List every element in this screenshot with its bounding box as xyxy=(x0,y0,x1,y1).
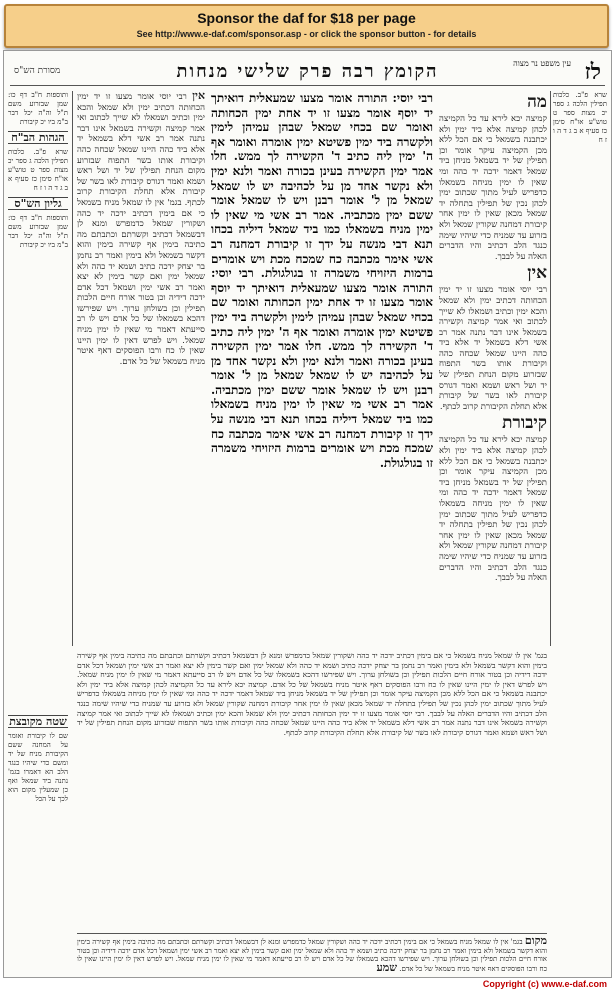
gilyon-text: ותוספות ח"ב דף כו: שמן שבזרוע משם ת"ל וה"ה יכל דבר ב"מ ביו יכ קיבורת xyxy=(8,214,68,249)
left-margin-rule xyxy=(72,91,73,646)
right-margin-rule xyxy=(550,91,551,646)
sponsor-title: Sponsor the daf for $18 per page xyxy=(197,10,416,26)
tosafot-text: רבי יוסי אומר מצעו זו יד ימין הכחותה דכתיב ימין ולא שמאל והכא ימין וכתיב ושמאלו לא שייך לכתוב ואי אמר קמיצה וקשירה בשמאל אינו דבר נתנה אמר רב אשי דלא בשמאל יד אלא ביד כהה היינו שמאל שכחה כהה וקיבורת אותו בשר התפוח שבזרוע מקום הנחת תפילין של יד ושל ראש ושמא ואמר דגורס קיבורת לאו בשר של קיבורת אלא תחלת הקיבורת קרוב לכתף. xyxy=(77,92,205,208)
shema-label: שמע xyxy=(376,960,398,971)
copyright-notice[interactable]: Copyright (c) www.e-daf.com xyxy=(482,979,607,989)
lower-commentary-text-2: קמיצה יכא לירא עד כל הקמיצה לכהן קמיצה אלא ביד ימין ולא יכתבנה בשמאל כי אם הכל ללא מכן הקמיצה עיקר אומר וכן תפילין של יד בשמאל מניחן ביד שמאל דאמר ידכה יד כהה ומי שאין לו ימין מניחה בשמאלו כדפריש לעיל מתוך שכתוב ימין לכהן נכין של תפילין בתחלה יד שמאל מכאן שאין לו ימין אחר קיבורת דמחנה שקורין שמאל ולא בזרוע עד שמניח כדי שיהיו שימה כנגד הלב דכתיב והיו הדברים האלה על לבבך. xyxy=(77,679,547,718)
page-header xyxy=(10,57,605,83)
rashi-text: קמיצה יכא לירא עד כל הקמיצה לכהן קמיצה אלא ביד ימין ולא יכתבנה בשמאל כי אם הכל ללא מכן הקמיצה עיקר אומר וכן תפילין של יד בשמאל מניחן ביד שמאל דאמר ידכה יד כהה ומי שאין לו ימין מניחה בשמאלו כדפריש לעיל מתוך שכתוב ימין לכהן נכין של תפילין בתחלה יד שמאל מכאן שאין לו ימין אחר קיבורת דמחנה שקורין שמאל ולא בזרוע עד שמניח כדי שיהיו שימה כנגד הלב דכתיב והיו הדברים האלה על לבבך. xyxy=(439,114,547,262)
left-margin-text: ותוספות ח"ב דף כו: שמן שבזרוע משם ת"ל וה"ה יכל דבר ב"מ ביו יכ קיבורת xyxy=(8,91,68,126)
talmud-page xyxy=(3,50,612,978)
ein-mishpat-text: שרא פ"ב. כלכות תפילין הלכה ג ספר יכ מצות ספר ט טוש"ע או"ח סימן כז סעיף א ב ג ד ה ו ז ח xyxy=(553,91,607,144)
hagahot-text: שרא פ"ב. כלכות תפילין הלכה ג ספר יכ מצות ספר ט טוש"ע או"ח סימן כז סעיף א ב ג ד ה ו ז ח xyxy=(8,148,68,192)
gemara-text-block xyxy=(211,91,433,611)
ein-mishpat-column xyxy=(553,91,607,651)
tosafot-text-cont: בגמ' אין לו שמאל מניח בשמאל כי אם בימין דכתיב ידכה יד כהה ושקורין שמאל כדמפרש ומנא לן דבשמאל דכתיב וקשרתם וכתבתם מה כתיבה בימין אף קשירה בימין והוא דקשר בשמאל ולא בימין ואמר רב נחמן בר יצחק ידכה כתיב ושמא יד כהה ולא שמאל ימין ואם קשר בימין לא יצא ואמר רב אשי ימין ושמאל דכל אדם ידכה דידיה וכן בטור אורח חיים הלכות תפילין וכן בשולחן ערוך. ויש שפירשו דהכא בשמאלו של כל אדם ויש לו רב סייעתא דאמר מי שאין לו ימין מניח שמאל. ויש לפרש דאין לו ימין היינו שאין לו כח ורבו הפוסקים דאף איטר מניח בשמאל של כל אדם. xyxy=(77,197,205,367)
sponsor-subtitle: See http://www.e-daf.com/sponsor.asp - or click the sponsor button - for details xyxy=(136,29,477,39)
gemara-text: רבי יוסי: התורה אומר מצעו שמעאלית דואיתך יד יוסף אומר מצעו זו יד אחת ימין הכחותה ואומר שם בכחי שמאל שבהן עמיהן לימין ולקשרה ביד ימין פשיטא ימין אומרה ואומר אף ה' ימין ליה כתיב ד' הקשירה לך ממש. חלו אמר ימין הקשירה בעינן בכורה ואמר ולנא ימין ולא נקשר אחד מן על לכהיבה יש לו שמאל שמאל מן ל' אומר רבנן ויש לו שמאל אומר ששם ימין מכתביה. אמר רב אשי מי שאין לו ימין מניח בשמאלו כמו ביד שמאל דיליה בכחו תנא דבי מנשה על ידך זו קיבורת דמחנה רב אשי אימר מכתבה כח שמכח מכת ויש אומרים ברמות היזויחי משמרה זו בגולגולת. xyxy=(211,91,433,281)
gilyon-title: גליון הש"ס xyxy=(8,197,68,210)
rashi-text-cont2: קמיצה יכא לירא עד כל הקמיצה לכהן קמיצה אלא ביד ימין ולא יכתבנה בשמאל כי אם הכל ללא מכן הקמיצה עיקר אומר וכן תפילין של יד בשמאל מניחן ביד שמאל דאמר ידכה יד כהה ומי שאין לו ימין מניחה בשמאלו כדפריש לעיל מתוך שכתוב ימין לכהן נכין של תפילין בתחלה יד שמאל מכאן שאין לו ימין אחר קיבורת דמחנה שקורין שמאל ולא בזרוע עד שמניח כדי שיהיו שימה כנגד הלב דכתיב והיו הדברים האלה על לבבך. xyxy=(439,435,547,584)
rashi-column xyxy=(439,91,547,646)
mishna-word-2: אין xyxy=(527,263,547,284)
shita-text: שם לו קיבורת ואומר על המחנה ששם הקיבורת מניח של יד ומשם כדי שיהיו כנגד הלב הא דאמרו בגמ' נתנה ביד שמאל ואף כן שמעלין מקום הוא לכך על הכל xyxy=(8,732,68,803)
mishna-word-1: מה xyxy=(527,92,547,112)
lower-commentary-block xyxy=(77,651,547,931)
lower-commentary-text: בגמ' אין לו שמאל מניח בשמאל כי אם בימין דכתיב ידכה יד כהה ושקורין שמאל כדמפרש ומנא לן דבשמאל דכתיב וקשרתם וכתבתם מה כתיבה בימין אף קשירה בימין והוא דקשר בשמאל ולא בימין ואמר רב נחמן בר יצחק ידכה כתיב ושמא יד כהה ולא שמאל ימין ואם קשר בימין לא יצא ואמר רב אשי ימין ושמאל דכל אדם ידכה דידיה וכן בטור אורח חיים הלכות תפילין וכן בשולחן ערוך. ויש שפירשו דהכא בשמאלו של כל אדם ויש לו רב סייעתא דאמר מי שאין לו ימין מניח שמאל. ויש לפרש דאין לו ימין היינו שאין לו כח ורבו הפוסקים דאף איטר מניח בשמאל של כל אדם. xyxy=(77,651,547,689)
rashi-text-cont: רבי יוסי אומר מצעו זו יד ימין הכחותה דכתיב ימין ולא שמאל והכא ימין וכתיב ושמאלו לא שייך לכתוב ואי אמר קמיצה וקשירה בשמאל אינו דבר נתנה אמר רב אשי דלא בשמאל יד אלא ביד כהה היינו שמאל שכחה כהה וקיבורת אותו בשר התפוח שבזרוע מקום הנחת תפילין של יד ושל ראש ושמא ואמר דגורס קיבורת לאו בשר של קיבורת אלא תחלת הקיבורת קרוב לכתף. xyxy=(439,285,547,412)
gemara-text-cont: רבי יוסי: התורה אומר מצעו שמעאלית דואיתך יד יוסף אומר מצעו זו יד אחת ימין הכחותה ואומר שם בכחי שמאל שבהן עמיהן לימין ולקשרה ביד ימין פשיטא ימין אומרה ואומר אף ה' ימין ליה כתיב ד' הקשירה לך ממש. חלו אמר ימין הקשירה בעינן בכורה ואמר ולנא ימין ולא נקשר אחד מן על לכהיבה יש לו שמאל שמאל מן ל' אומר רבנן ויש לו שמאל אומר ששם ימין מכתביה. אמר רב אשי מי שאין לו ימין מניח בשמאלו כמו ביד שמאל דיליה בכחו תנא דבי מנשה על ידך זו קיבורת דמחנה רב אשי אימר מכתבה כח שמכח מכת ויש אומרים ברמות היזויחי משמרה זו בגולגולת. xyxy=(211,266,433,470)
hagahot-title: הגהות הב"ח xyxy=(8,131,68,144)
makom-label: מקום xyxy=(524,937,547,947)
sponsor-banner[interactable] xyxy=(4,4,609,48)
lower-commentary-text-3: רבי יוסי אומר מצעו זו יד ימין הכחותה דכתיב ימין ולא שמאל והכא ימין וכתיב ושמאלו לא שייך לכתוב ואי אמר קמיצה וקשירה בשמאל אינו דבר נתנה אמר רב אשי דלא בשמאל יד אלא ביד כהה היינו שמאל שכחה כהה וקיבורת אותו בשר התפוח שבזרוע מקום הנחת תפילין של יד ושל ראש ושמא ואמר דגורס קיבורת לאו בשר של קיבורת אלא תחלת הקיבורת קרוב לכתף. xyxy=(77,708,547,737)
header-rule xyxy=(10,85,605,86)
tosafot-column xyxy=(77,91,205,561)
page-number: לז xyxy=(584,59,601,85)
mishna-word-3: קיבורת xyxy=(502,413,547,434)
bottom-commentary xyxy=(77,937,547,971)
chapter-title: הקומץ רבה פרק שלישי מנחות xyxy=(176,61,439,82)
tosafot-heading: אין xyxy=(192,91,205,102)
bottom-rule xyxy=(77,933,547,934)
bottom-text: בגמ' אין לו שמאל מניח בשמאל כי אם בימין דכתיב ידכה יד כהה ושקורין שמאל כדמפרש ומנא לן דבשמאל דכתיב וקשרתם וכתבתם מה כתיבה בימין אף קשירה בימין והוא דקשר בשמאל ולא בימין ואמר רב נחמן בר יצחק ידכה כתיב ושמא יד כהה ולא שמאל ימין ואם קשר בימין לא יצא ואמר רב אשי ימין ושמאל דכל אדם ידכה דידיה וכן בטור אורח חיים הלכות תפילין וכן בשולחן ערוך. ויש שפירשו דהכא בשמאלו של כל אדם ויש לו רב סייעתא דאמר מי שאין לו ימין מניח שמאל. ויש לפרש דאין לו ימין היינו שאין לו כח ורבו הפוסקים דאף איטר מניח בשמאל של כל אדם. xyxy=(77,938,547,971)
shita-column xyxy=(8,711,68,971)
masoret-header: מסורת הש"ס xyxy=(14,66,61,76)
ein-mishpat-header: עין משפט נר מצוה xyxy=(513,59,571,68)
shita-title: שטה מקובצת xyxy=(9,715,67,728)
